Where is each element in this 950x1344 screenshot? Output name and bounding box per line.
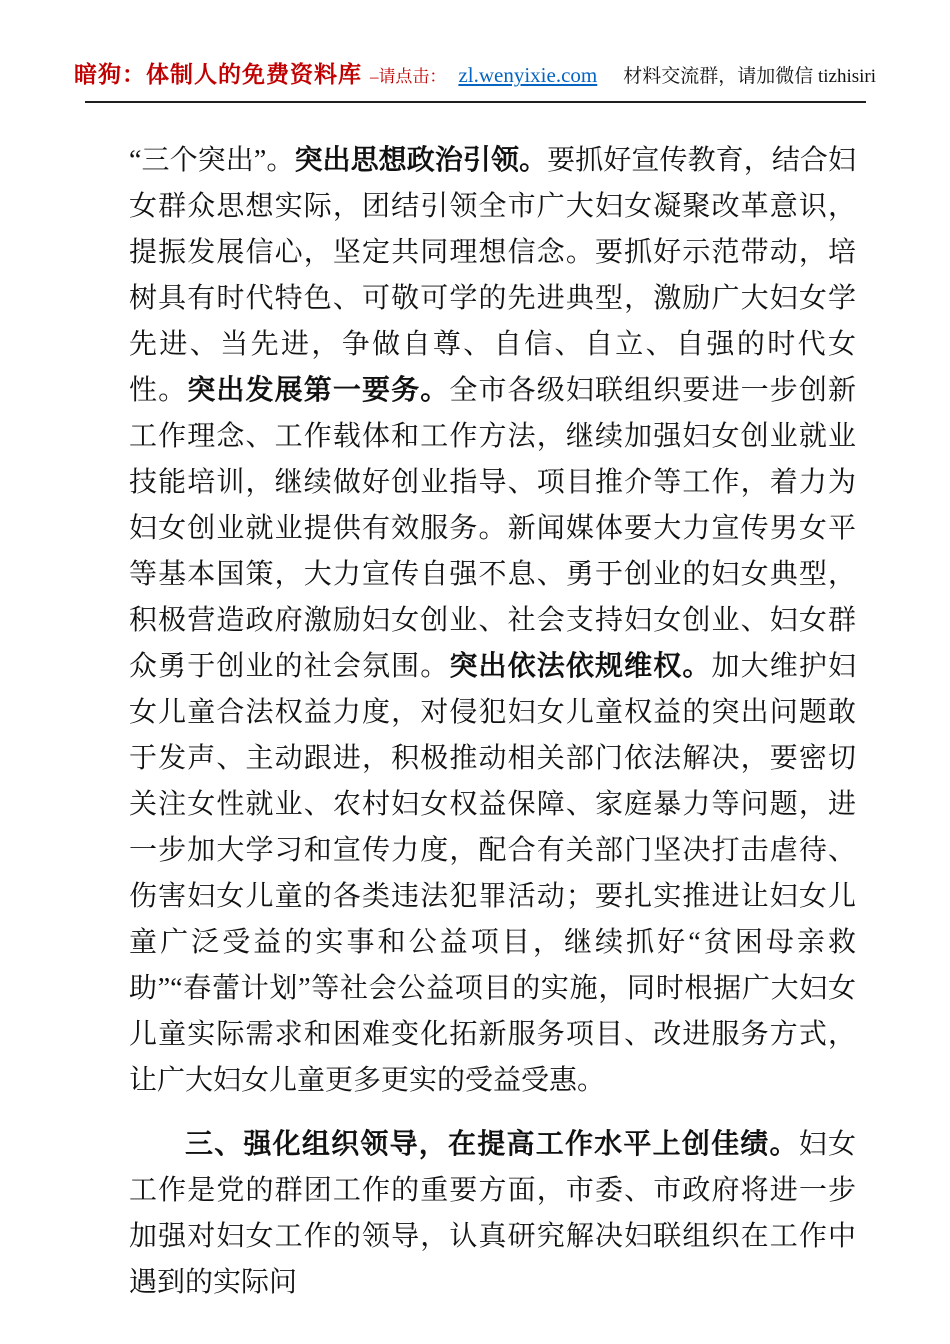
bold-text-run: 突出思想政治引领。 <box>294 145 548 176</box>
text-run: 要抓好宣传教育，结合妇女群众思想实际，团结引领全市广大妇女凝聚改革意识，提振发展信心，坚定共同理想信念。要抓好示范带动，培树具有时代特色、可敬可学的先进典型，激励广大妇女学先进、当先进，争做自尊、自信、自立、自强的时代女性。 <box>129 145 856 406</box>
header-site-name: 暗狗：体制人的免费资料库 <box>73 62 362 87</box>
header-click-hint: –请点击： <box>369 67 447 86</box>
header-divider <box>85 101 866 103</box>
text-run: 妇女工作是党的群团工作的重要方面，市委、市政府将进一步加强对妇女工作的领导，认真研究解决妇联组织在工作中遇到的实际问 <box>129 1129 856 1298</box>
header-suffix: 材料交流群，请加微信 tizhisiri <box>623 66 877 87</box>
text-run: 加大维护妇女儿童合法权益力度，对侵犯妇女儿童权益的突出问题敢于发声、主动跟进，积极推动相关部门依法解决，要密切关注女性就业、农村妇女权益保障、家庭暴力等问题，进一步加大学习和宣传力度，配合有关部门坚决打击虐待、伤害妇女儿童的各类违法犯罪活动；要扎实推进让妇女儿童广泛受益的实事和公益项目，继续抓好“贫困母亲救助”“春蕾计划”等社会公益项目的实施，同时根据广大妇女儿童实际需求和困难变化拓新服务项目、改进服务方式，让广大妇女儿童更多更实的受益受惠。 <box>129 651 856 1096</box>
text-run: “三个突出”。 <box>129 145 295 176</box>
bold-text-run: 突出依法依规维权。 <box>449 651 712 682</box>
paragraph <box>129 138 856 1104</box>
bold-text-run: 三、强化组织领导，在提高工作水平上创佳绩。 <box>185 1129 799 1160</box>
header-link[interactable]: zl.wenyixie.com <box>458 63 598 87</box>
document-body <box>129 138 856 1306</box>
text-run: 全市各级妇联组织要进一步创新工作理念、工作载体和工作方法，继续加强妇女创业就业技能培训，继续做好创业指导、项目推介等工作，着力为妇女创业就业提供有效服务。新闻媒体要大力宣传男女平等基本国策，大力宣传自强不息、勇于创业的妇女典型，积极营造政府激励妇女创业、社会支持妇女创业、妇女群众勇于创业的社会氛围。 <box>129 375 856 682</box>
bold-text-run: 突出发展第一要务。 <box>187 375 450 406</box>
paragraph <box>129 1122 856 1306</box>
page-header <box>0 56 950 89</box>
